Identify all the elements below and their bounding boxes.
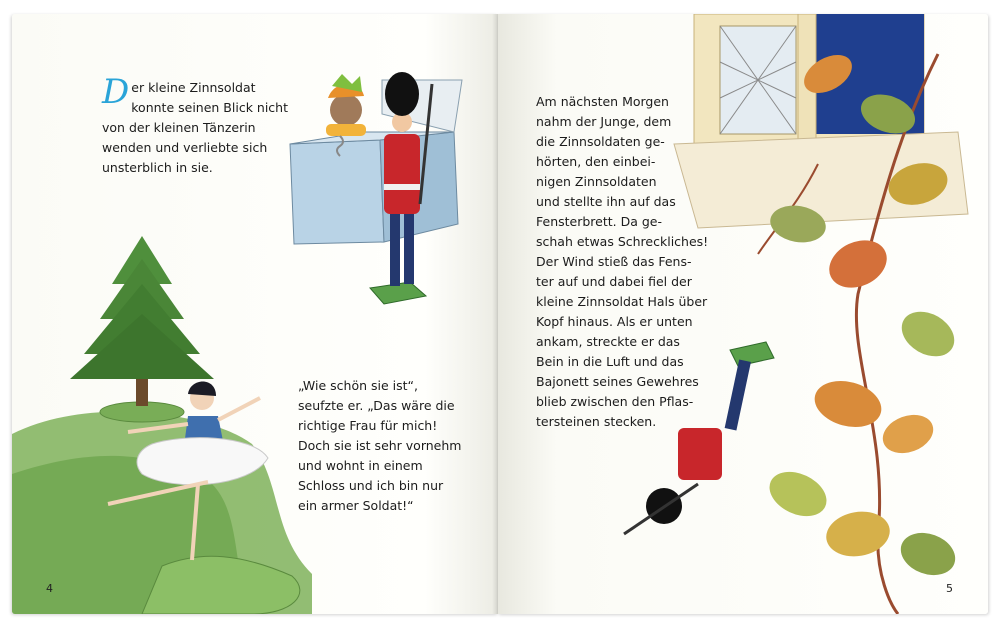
story-paragraph-2: Am nächsten Morgen nahm der Junge, dem die Zinnsoldaten ge- hörten, den einbei- nigen Zinnsoldaten und stellte ihn auf das Fensterbrett. Da ge- schah etwas Schreckliches! (536, 94, 709, 249)
dropcap-letter: D (102, 72, 130, 112)
story-paragraph-1 (102, 72, 322, 178)
soldier-quote: „Wie schön sie ist“, seufzte er. „Das wäre die richtige Frau für mich! Doch sie ist sehr vornehm und wohnt in einem Schloss und ich bin nur ein armer Soldat!“ (298, 378, 462, 513)
story-paragraph-1-text: er kleine Zinnsoldat konnte seinen Blick nicht von der kleinen Tänzerin wenden und verliebte sich unsterblich in sie. (102, 80, 288, 175)
christmas-tree-icon (70, 236, 214, 406)
page-number-left: 4 (46, 582, 53, 595)
story-paragraph-3: Der Wind stieß das Fens- ter auf und dabei fiel der kleine Zinnsoldat Hals über Kopf hinaus. Als er unten ankam, streckte er das Bein in die Luft und das Bajonett seines Gewehres blieb zwischen den Pflas- tersteinen stecken. (536, 254, 708, 429)
left-page (12, 14, 498, 614)
page-number-right: 5 (946, 582, 953, 595)
right-page (498, 14, 988, 614)
